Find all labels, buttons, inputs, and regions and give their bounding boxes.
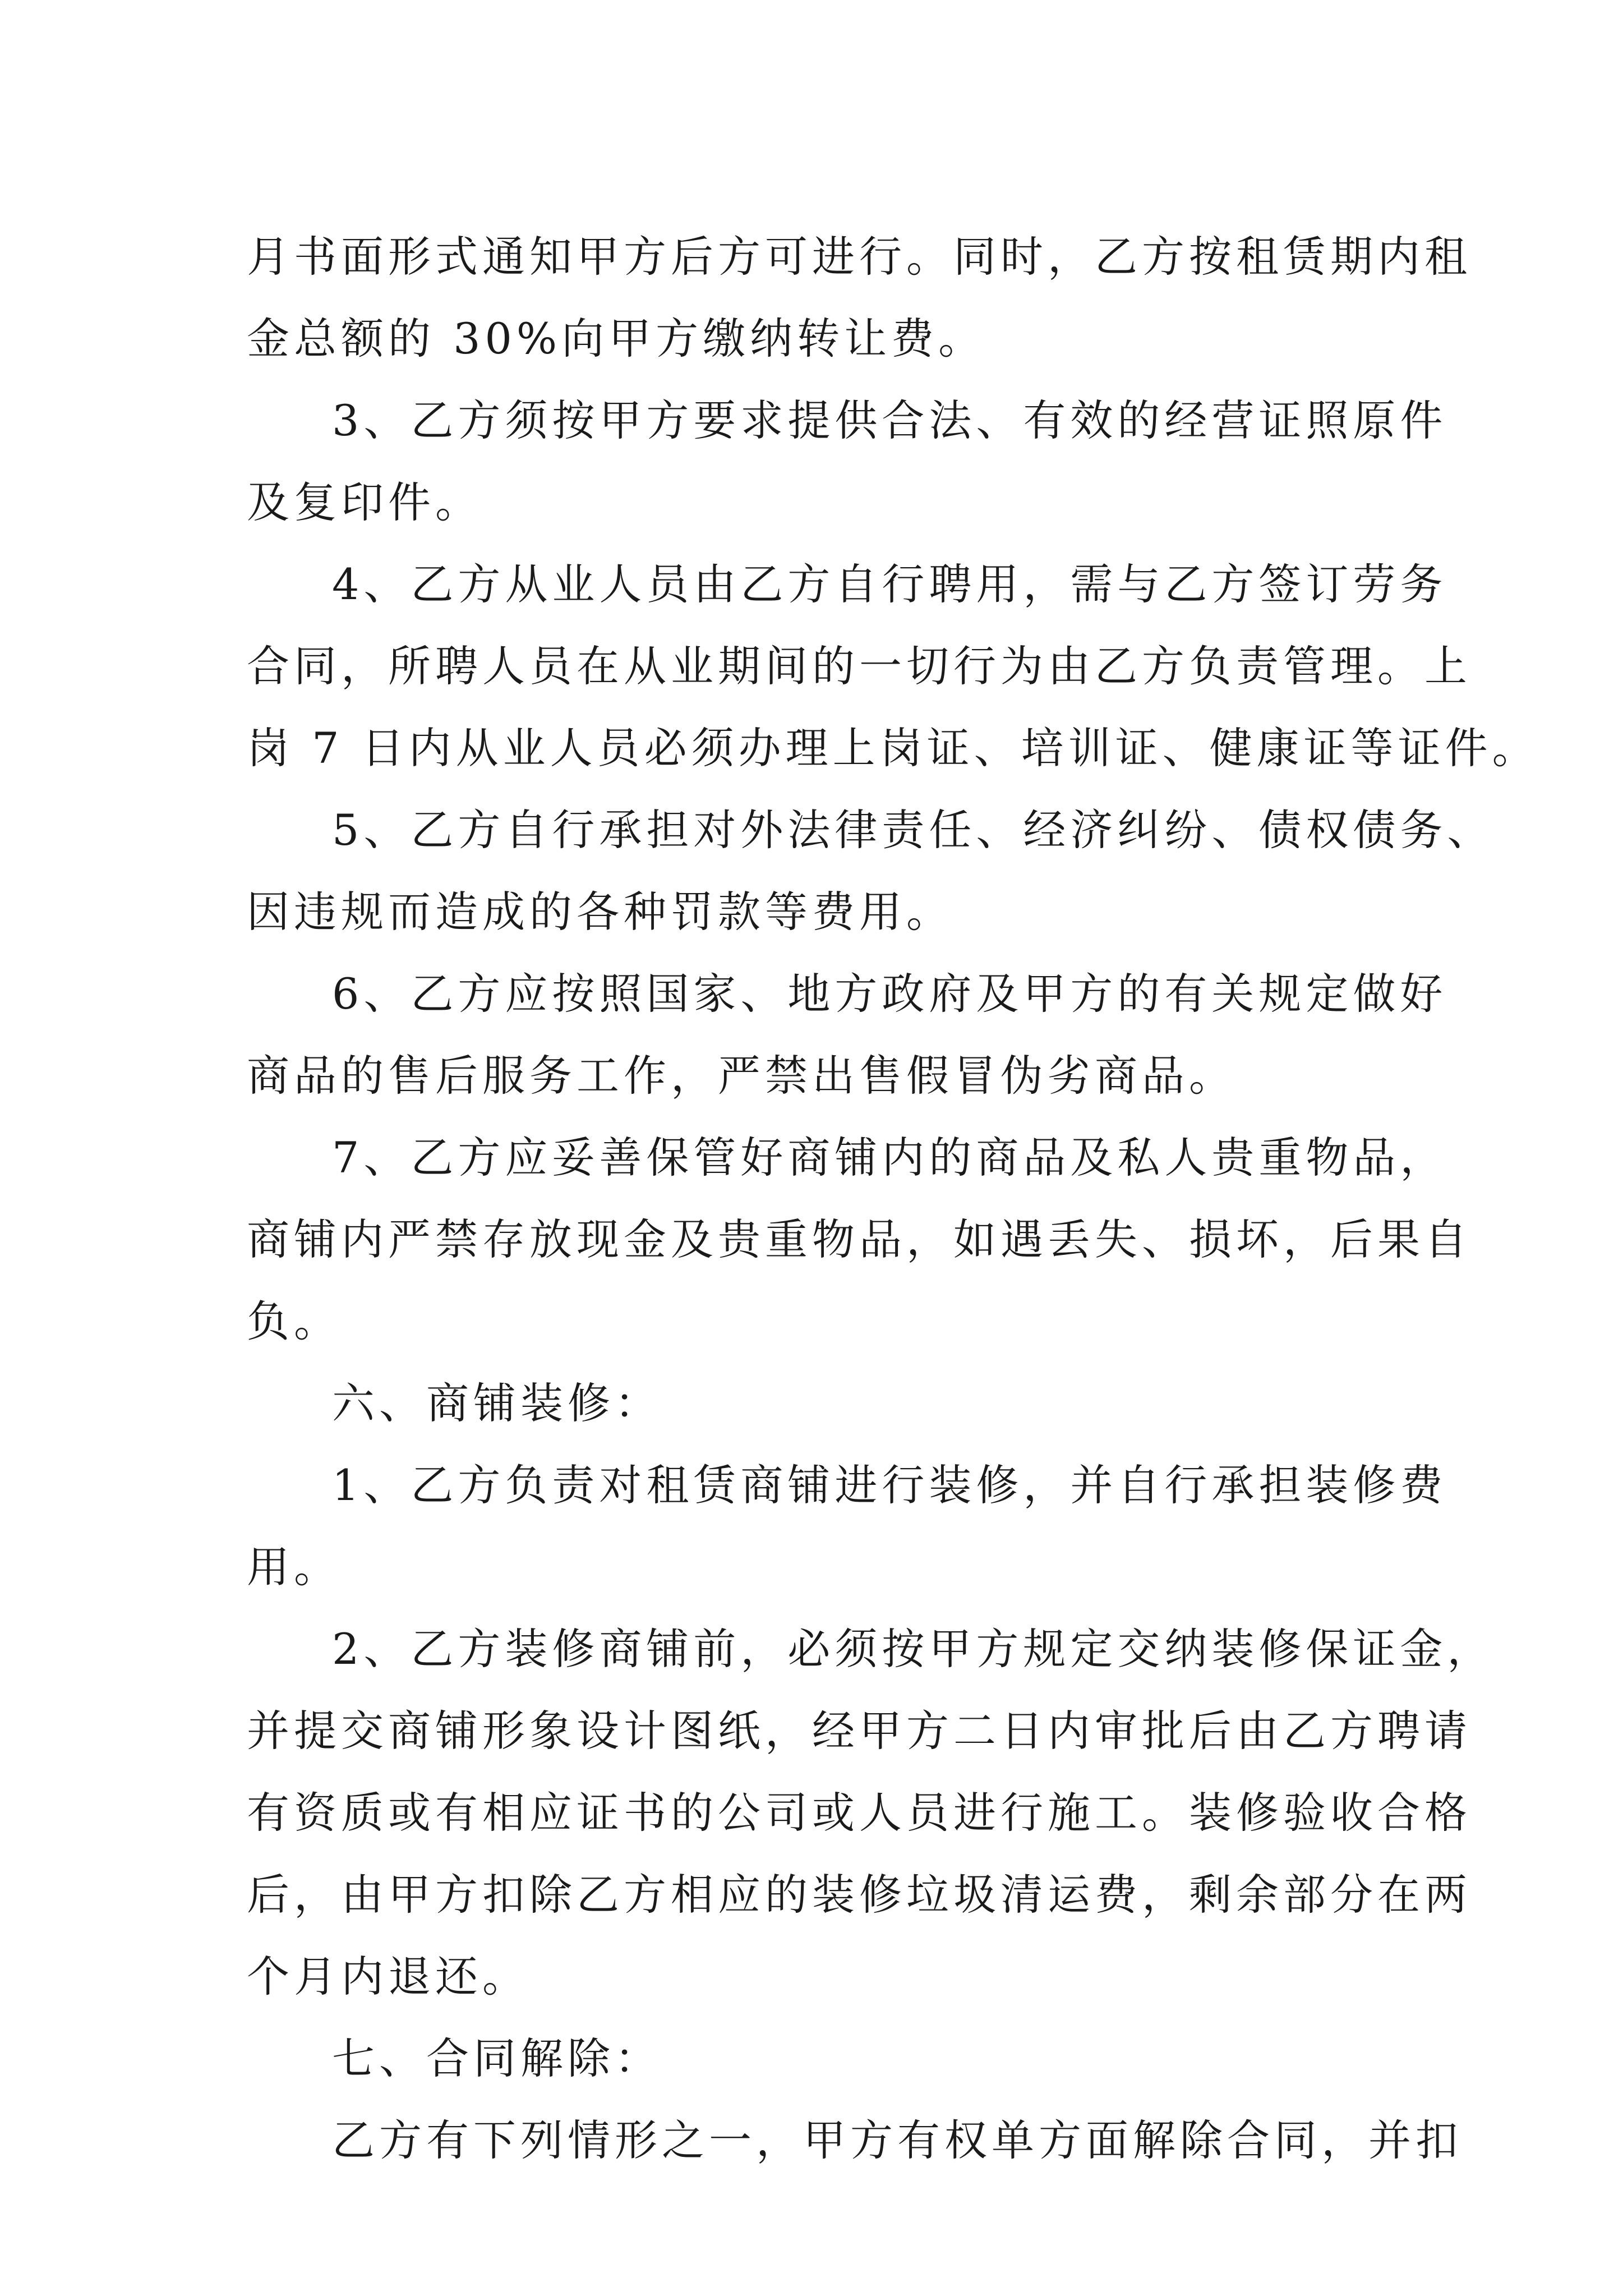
text-line: 个月内退还。 xyxy=(247,1952,529,2001)
text-line: 并提交商铺形象设计图纸，经甲方二日内审批后由乙方聘请 xyxy=(247,1706,1472,1756)
text-line: 岗 7 日内从业人员必须办理上岗证、培训证、健康证等证件。 xyxy=(247,723,1539,773)
text-line: 用。 xyxy=(247,1542,341,1592)
document-body xyxy=(247,216,1539,2182)
text-line: 后，由甲方扣除乙方相应的装修垃圾清运费，剩余部分在两 xyxy=(247,1870,1472,1920)
text-line: 乙方有下列情形之一，甲方有权单方面解除合同，并扣 xyxy=(332,2115,1463,2165)
clause-6-2-line: 2、乙方装修商铺前，必须按甲方规定交纳装修保证金， xyxy=(332,1624,1495,1674)
text-line: 月书面形式通知甲方后方可进行。同时，乙方按租赁期内租 xyxy=(247,232,1472,282)
text-line: 金总额的 30%向甲方缴纳转让费。 xyxy=(247,314,986,364)
clause-5-7-line: 7、乙方应妥善保管好商铺内的商品及私人贵重物品， xyxy=(332,1133,1447,1182)
text-line: 因违规而造成的各种罚款等费用。 xyxy=(247,887,953,937)
text-line: 商品的售后服务工作，严禁出售假冒伪劣商品。 xyxy=(247,1051,1236,1101)
text-line: 商铺内严禁存放现金及贵重物品，如遇丢失、损坏，后果自 xyxy=(247,1214,1472,1264)
clause-6-1-line: 1、乙方负责对租赁商铺进行装修，并自行承担装修费 xyxy=(332,1460,1447,1510)
text-line: 及复印件。 xyxy=(247,477,482,527)
section-heading-6: 六、商铺装修： xyxy=(332,1378,662,1428)
clause-5-4-line: 4、乙方从业人员由乙方自行聘用，需与乙方签订劳务 xyxy=(332,559,1447,609)
text-line: 有资质或有相应证书的公司或人员进行施工。装修验收合格 xyxy=(247,1788,1472,1838)
section-heading-7: 七、合同解除： xyxy=(332,2033,662,2083)
clause-5-3-line: 3、乙方须按甲方要求提供合法、有效的经营证照原件 xyxy=(332,395,1447,445)
clause-5-6-line: 6、乙方应按照国家、地方政府及甲方的有关规定做好 xyxy=(332,969,1447,1019)
clause-5-5-line: 5、乙方自行承担对外法律责任、经济纠纷、债权债务、 xyxy=(332,805,1495,855)
text-line: 合同，所聘人员在从业期间的一切行为由乙方负责管理。上 xyxy=(247,641,1472,691)
text-line: 负。 xyxy=(247,1296,341,1346)
